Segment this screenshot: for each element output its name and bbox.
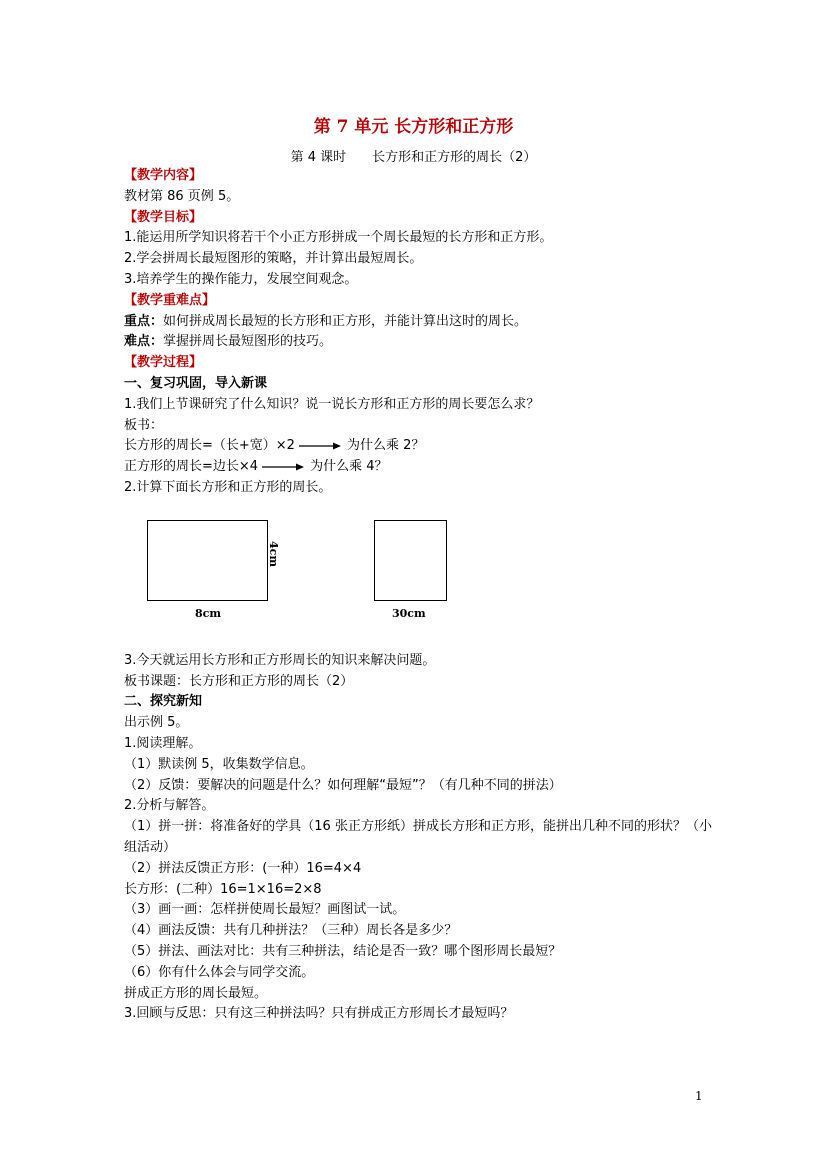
paragraph-text: 2.学会拼周长最短图形的策略，并计算出最短周长。	[124, 251, 423, 267]
paragraph-line	[124, 713, 714, 734]
key-point-text: 如何拼成周长最短的长方形和正方形，并能计算出这时的周长。	[163, 313, 528, 329]
key-point-text: 掌握拼周长最短图形的技巧。	[163, 334, 333, 350]
paragraph-text: 2.分析与解答。	[124, 798, 215, 814]
subsection-heading-text: 一、复习巩固，导入新课	[124, 375, 268, 391]
paragraph-line	[124, 187, 714, 208]
paragraph-text: 长方形：(二种）16=1×16=2×8	[124, 881, 322, 897]
paragraph-text: （5）拼法、画法对比：共有三种拼法，结论是否一致？哪个图形周长最短？	[124, 943, 562, 959]
section-heading-text: 【教学重难点】	[124, 292, 216, 308]
square-side-label: 30cm	[392, 606, 426, 620]
perimeter-figure	[124, 499, 714, 651]
subsection-heading	[124, 692, 714, 713]
paragraph-line	[124, 228, 714, 249]
paragraph-line	[124, 776, 714, 797]
paragraph-line	[124, 859, 714, 880]
section-heading	[124, 291, 714, 312]
paragraph-text: 3.回顾与反思：只有这三种拼法吗？只有拼成正方形周长才最短吗？	[124, 1006, 514, 1022]
paragraph-text: （1）拼一拼：将准备好的学具（16 张正方形纸）拼成长方形和正方形，能拼出几种不同的形状？（小组活动）	[124, 819, 712, 855]
paragraph-text: （1）默读例 5，收集数学信息。	[124, 756, 314, 772]
paragraph-text: （2）反馈：要解决的问题是什么？如何理解“最短”？（有几种不同的拼法）	[124, 777, 562, 793]
formula-text: 正方形的周长=边长×4	[124, 459, 259, 475]
formula-question: 为什么乘 4？	[310, 459, 388, 475]
rectangle-shape	[147, 520, 268, 601]
arrow-right-icon	[262, 462, 304, 472]
subsection-heading	[124, 374, 714, 395]
lesson-body	[124, 166, 714, 1025]
formula-line	[124, 457, 714, 478]
rectangle-width-label: 8cm	[195, 606, 221, 620]
arrow-right-icon	[299, 441, 341, 451]
section-heading	[124, 353, 714, 374]
paragraph-line	[124, 942, 714, 963]
paragraph-text: 教材第 86 页例 5。	[124, 188, 240, 204]
paragraph-text: 2.计算下面长方形和正方形的周长。	[124, 479, 332, 495]
paragraph-text: 板书：	[124, 417, 164, 433]
paragraph-line	[124, 963, 714, 984]
paragraph-line	[124, 817, 714, 859]
lesson-number: 第 4 课时	[290, 150, 347, 165]
paragraph-text: （2）拼法反馈正方形：(一种）16=4×4	[124, 860, 362, 876]
formula-line	[124, 436, 714, 457]
paragraph-line	[124, 796, 714, 817]
paragraph-line	[124, 270, 714, 291]
lesson-topic: 长方形和正方形的周长（2）	[372, 150, 537, 165]
paragraph-text: 1.能运用所学知识将若干个小正方形拼成一个周长最短的长方形和正方形。	[124, 230, 553, 246]
section-heading	[124, 208, 714, 229]
paragraph-line	[124, 249, 714, 270]
text-block-b	[124, 651, 714, 1025]
paragraph-line	[124, 880, 714, 901]
square-shape	[374, 520, 447, 601]
paragraph-text: （3）画一画：怎样拼使周长最短？画图试一试。	[124, 902, 406, 918]
page-number: 1	[695, 1089, 703, 1103]
paragraph-text: 拼成正方形的周长最短。	[124, 985, 268, 1001]
formula-question: 为什么乘 2？	[346, 438, 425, 454]
subsection-heading-text: 二、探究新知	[124, 694, 203, 710]
unit-title: 第 7 单元 长方形和正方形	[313, 117, 514, 137]
paragraph-line	[124, 1004, 714, 1025]
paragraph-line	[124, 900, 714, 921]
paragraph-line	[124, 984, 714, 1005]
paragraph-line	[124, 734, 714, 755]
text-block-a	[124, 166, 714, 499]
key-point-label: 难点：	[124, 334, 164, 350]
key-point-line	[124, 332, 714, 353]
section-heading-text: 【教学内容】	[124, 168, 203, 183]
paragraph-text: 1.阅读理解。	[124, 735, 202, 751]
paragraph-line	[124, 755, 714, 776]
formula-text: 长方形的周长=（长+宽）×2	[124, 438, 295, 454]
paragraph-text: 1.我们上节课研究了什么知识？说一说长方形和正方形的周长要怎么求？	[124, 396, 540, 412]
rectangle-height-label: 4cm	[267, 540, 280, 567]
section-heading-text: 【教学目标】	[124, 209, 203, 225]
paragraph-text: （6）你有什么体会与同学交流。	[124, 964, 315, 980]
paragraph-line	[124, 921, 714, 942]
paragraph-text: 3.培养学生的操作能力，发展空间观念。	[124, 271, 358, 287]
paragraph-text: 板书课题：长方形和正方形的周长（2）	[124, 673, 354, 689]
paragraph-text: 3.今天就运用长方形和正方形周长的知识来解决问题。	[124, 652, 436, 668]
paragraph-line	[124, 651, 714, 672]
lesson-subtitle	[0, 146, 827, 165]
paragraph-text: 出示例 5。	[124, 715, 189, 731]
paragraph-line	[124, 478, 714, 499]
paragraph-line	[124, 672, 714, 693]
paragraph-text: （4）画法反馈：共有几种拼法？（三种）周长各是多少？	[124, 923, 458, 939]
key-point-line	[124, 312, 714, 333]
paragraph-line	[124, 395, 714, 416]
section-heading-text: 【教学过程】	[124, 355, 203, 371]
key-point-label: 重点：	[124, 313, 164, 329]
section-heading	[124, 166, 714, 187]
paragraph-line	[124, 416, 714, 437]
